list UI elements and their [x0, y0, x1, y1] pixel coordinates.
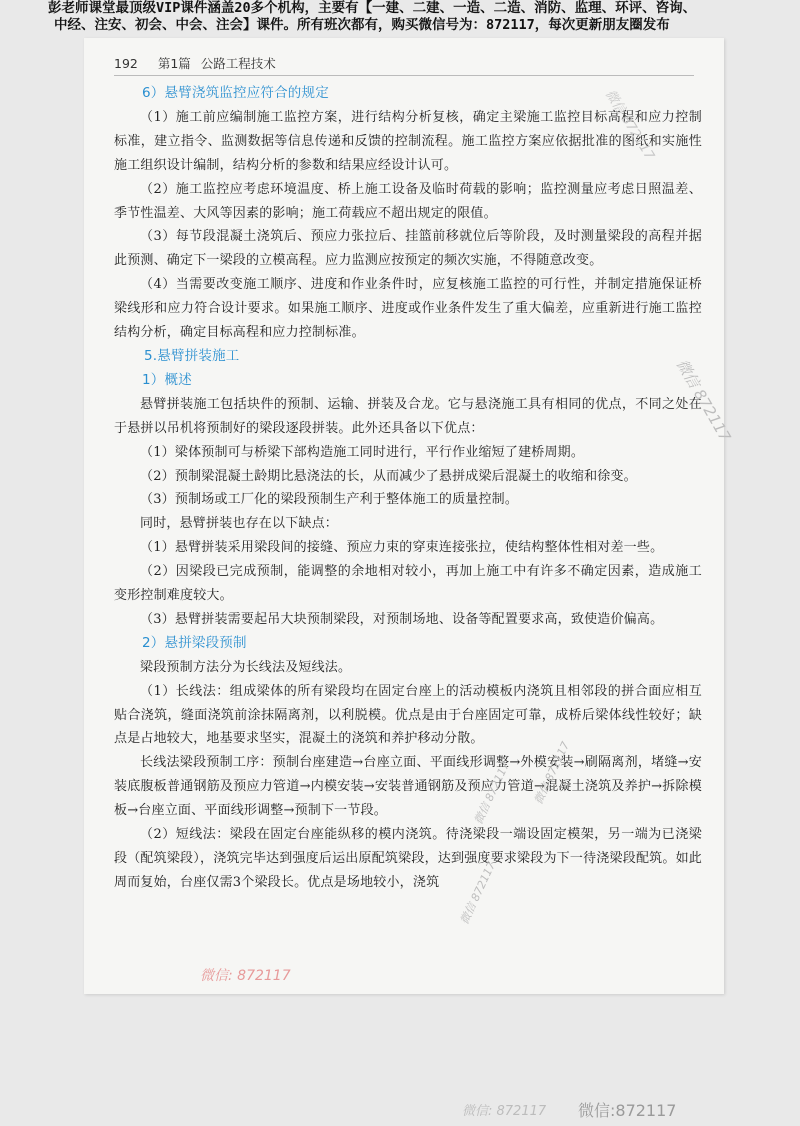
paragraph: （1）悬臂拼装采用梁段间的接缝、预应力束的穿束连接张拉，使结构整体性相对差一些。 — [140, 540, 664, 556]
page-number: 192 — [114, 56, 138, 71]
paragraph: 同时，悬臂拼装也存在以下缺点： — [140, 516, 339, 532]
watermark: 微信 872117 — [672, 356, 735, 445]
paragraph: 梁段预制方法分为长线法及短线法。 — [140, 659, 352, 675]
paragraph: （3）悬臂拼装需要起吊大块预制梁段，对预制场地、设备等配置要求高，致使造价偏高。 — [140, 611, 664, 627]
watermark: 微信: 872117 — [462, 1104, 547, 1119]
document-page — [84, 38, 724, 994]
paragraph: （1）施工前应编制施工监控方案，进行结构分析复核，确定主梁施工监控目标高程和应力控制标准，建立指令、监测数据等信息传递和反馈的控制流程。施工监控方案应依据批准的图纸和实施性施工组织设计编制，结构分析的参数和结果应经设计认可。 — [114, 109, 702, 173]
promo-banner — [0, 0, 800, 34]
watermark: 微信 872117 — [457, 859, 499, 927]
paragraph: （2）施工监控应考虑环境温度、桥上施工设备及临时荷载的影响；监控测量应考虑日照温差、季节性温差、大风等因素的影响；施工荷载应不超出规定的限值。 — [114, 181, 702, 221]
paragraph: （2）预制梁混凝土龄期比悬浇法的长，从而减少了悬拼成梁后混凝土的收缩和徐变。 — [140, 468, 637, 484]
paragraph: （1）长线法：组成梁体的所有梁段均在固定台座上的活动模板内浇筑且相邻段的拼合面应相互贴合浇筑，缝面浇筑前涂抹隔离剂，以利脱模。优点是由于台座固定可靠，成桥后梁体线性较好；缺点是占地较大，地基要求坚实，混凝土的浇筑和养护移动分散。 — [114, 683, 702, 747]
watermark: 微信 872117 — [601, 87, 657, 163]
paragraph: （1）梁体预制可与桥梁下部构造施工同时进行，平行作业缩短了建桥周期。 — [140, 444, 585, 460]
paragraph: （2）短线法：梁段在固定台座能纵移的模内浇筑。待浇梁段一端设固定模架，另一端为已浇梁段（配筑梁段），浇筑完毕达到强度后运出原配筑梁段，达到强度要求梁段为下一待浇梁段配筑。如此周而复始，台座仅需3个梁段长。优点是场地较小，浇筑 — [114, 827, 702, 890]
watermark: 微信 872117 — [471, 759, 513, 827]
heading-monitoring-rules: 6）悬臂浇筑监控应符合的规定 — [142, 85, 329, 101]
paragraph: 悬臂拼装施工包括块件的预制、运输、拼装及合龙。它与悬浇施工具有相同的优点，不同之处在于悬拼以吊机将预制好的梁段逐段拼装。此外还具备以下优点： — [114, 396, 702, 436]
heading-segment-precasting: 2）悬拼梁段预制 — [142, 634, 247, 651]
body-text — [114, 82, 702, 895]
running-header — [114, 54, 694, 76]
part-label: 第1篇 — [157, 56, 191, 71]
watermark: 微信: 872117 — [200, 968, 291, 984]
running-title: 公路工程技术 — [200, 56, 276, 71]
heading-overview: 1）概述 — [142, 371, 192, 388]
promo-banner-line-1: 彭老师课堂最顶级VIP课件涵盖20多个机构，主要有【一建、二建、一造、二造、消防、监理、环评、咨询、 — [48, 0, 697, 16]
paragraph: （3）预制场或工厂化的梁段预制生产利于整体施工的质量控制。 — [140, 492, 519, 508]
promo-banner-line-2: 中经、注安、初会、中会、注会】课件。所有班次都有，购买微信号为：872117，每次更新朋友圈发布 — [54, 17, 670, 33]
paragraph: （4）当需要改变施工顺序、进度和作业条件时，应复核施工监控的可行性，并制定措施保证桥梁线形和应力符合设计要求。如果施工顺序、进度或作业条件发生了重大偏差，应重新进行施工监控结构分析，确定目标高程和应力控制标准。 — [114, 277, 702, 341]
heading-cantilever-assembly: 5.悬臂拼装施工 — [144, 347, 240, 364]
paragraph: （3）每节段混凝土浇筑后、预应力张拉后、挂篮前移就位后等阶段，及时测量梁段的高程并据此预测、确定下一梁段的立模高程。应力监测应按预定的频次实施，不得随意改变。 — [114, 229, 702, 269]
watermark: 微信 872117 — [531, 739, 573, 807]
paragraph: 长线法梁段预制工序：预制台座建造→台座立面、平面线形调整→外模安装→刷隔离剂，堵缝→安装底腹板普通钢筋及预应力管道→内模安装→安装普通钢筋及预应力管道→混凝土浇筑及养护→拆除模板→台座立面、平面线形调整→预制下一节段。 — [114, 755, 702, 819]
paragraph: （2）因梁段已完成预制，能调整的余地相对较小，再加上施工中有许多不确定因素，造成施工变形控制难度较大。 — [114, 564, 702, 604]
watermark: 微信:872117 — [578, 1101, 677, 1120]
